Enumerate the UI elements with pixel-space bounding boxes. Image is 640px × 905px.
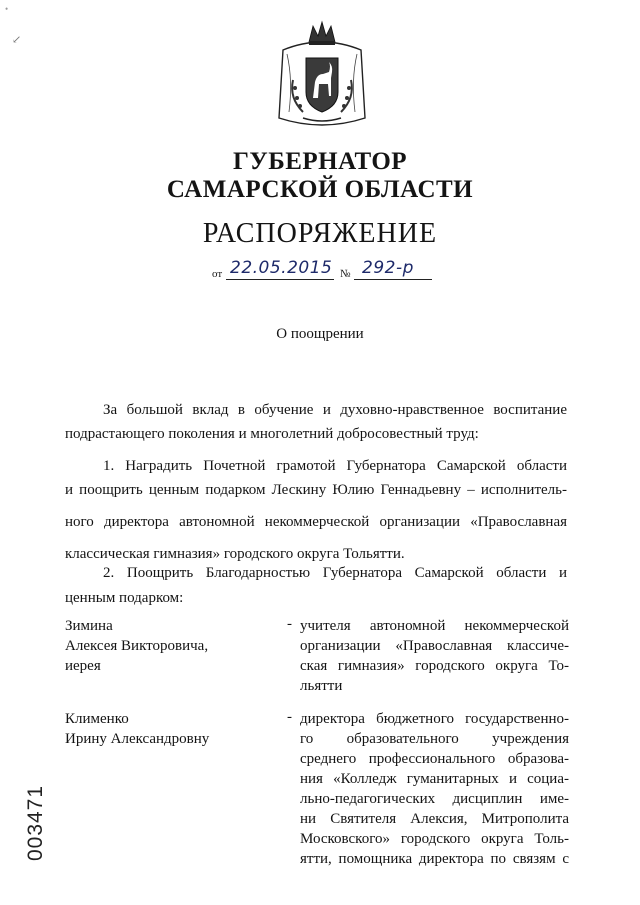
document-type: РАСПОРЯЖЕНИЕ (202, 218, 438, 249)
scan-mark: ↙ (12, 34, 22, 46)
text-line: ценным подарком: (65, 590, 184, 606)
document-subject: О поощрении (276, 326, 364, 342)
desc-line: ятти, помощника директора по связям с (300, 851, 569, 867)
desc-line: го образовательного учреждения (300, 731, 569, 747)
issuer-region: САМАРСКОЙ ОБЛАСТИ (166, 176, 474, 203)
number-underline (354, 279, 432, 280)
name-line: Зимина (65, 618, 113, 634)
name-line: иерея (65, 658, 101, 674)
desc-line: льно-педагогических дисциплин име- (300, 791, 569, 807)
item-1-body (65, 478, 567, 566)
name-line: Клименко (65, 711, 129, 727)
number-label: № (340, 268, 351, 280)
item-1 (103, 454, 567, 478)
desc-line: ния «Колледж гуманитарных и социа- (300, 771, 569, 787)
desc-line: директора бюджетного государственно- (300, 711, 569, 727)
text-line: ного директора автономной некоммерческой организации «Православная (65, 514, 567, 530)
date-number-line (212, 258, 432, 286)
registry-number: 003471 (24, 784, 47, 862)
desc-line: ни Святителя Алексия, Митрополита (300, 811, 569, 827)
text-line: За большой вклад в обучение и духовно-нравственное воспитание (103, 402, 567, 418)
intro-line (103, 398, 567, 422)
item-2 (103, 561, 567, 585)
text-line: классическая гимназия» городского округа Тольятти. (65, 546, 405, 562)
awardee-name (65, 709, 275, 749)
desc-line: льятти (300, 678, 343, 694)
list-dash: - (287, 616, 292, 632)
scan-mark: • (5, 4, 9, 14)
intro-line (65, 422, 567, 446)
desc-line: организации «Православная классиче- (300, 638, 569, 654)
awardee-name (65, 616, 275, 676)
desc-line: учителя автономной некоммерческой (300, 618, 569, 634)
samara-coat-of-arms-icon (273, 20, 371, 132)
name-line: Алексея Викторовича, (65, 638, 209, 654)
text-line: 1. Наградить Почетной грамотой Губернатора Самарской области (103, 458, 567, 474)
text-line: 2. Поощрить Благодарностью Губернатора Самарской области и (103, 565, 567, 581)
handwritten-number: 292-р (362, 258, 414, 278)
registry-number-stamp (16, 778, 56, 868)
text-line: подрастающего поколения и многолетний добросовестный труд: (65, 426, 479, 442)
date-underline (226, 279, 334, 280)
item-2-body (65, 586, 567, 610)
date-label: от (212, 268, 223, 280)
awardee-description (300, 709, 569, 869)
list-dash: - (287, 709, 292, 725)
handwritten-date: 22.05.2015 (230, 258, 333, 278)
desc-line: среднего профессионального образова- (300, 751, 569, 767)
name-line: Ирину Александровну (65, 731, 210, 747)
awardee-description (300, 616, 569, 696)
text-line: и поощрить ценным подарком Лескину Юлию Геннадьевну – исполнитель- (65, 482, 567, 498)
desc-line: ская гимназия» городского округа То- (300, 658, 569, 674)
desc-line: Московского» городского округа Толь- (300, 831, 569, 847)
issuer-title: ГУБЕРНАТОР (232, 148, 408, 175)
